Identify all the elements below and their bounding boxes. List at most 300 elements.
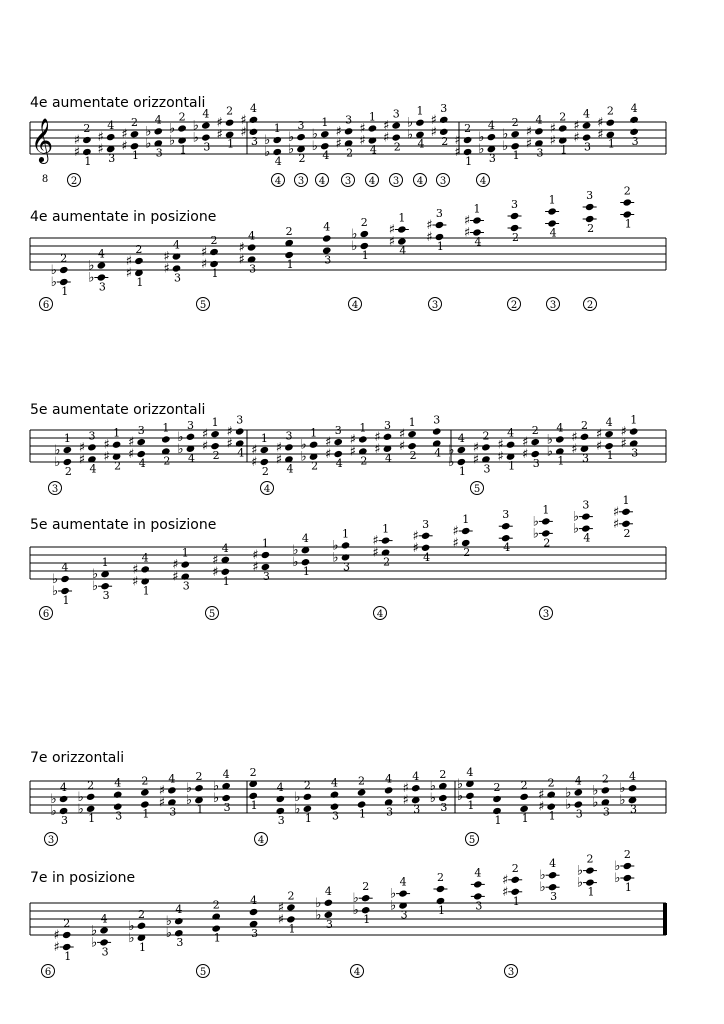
flat-sign: ♭ <box>389 898 397 914</box>
flat-sign: ♭ <box>389 886 397 902</box>
sharp-sign: ♯ <box>53 940 60 955</box>
fingering-number: 2 <box>261 465 269 478</box>
sharp-sign: ♯ <box>78 452 86 468</box>
notehead <box>247 243 257 251</box>
fingering-number: 4 <box>385 772 393 786</box>
sharp-sign: ♯ <box>212 564 219 580</box>
fingering-number: 2 <box>623 526 631 540</box>
notehead <box>546 790 556 798</box>
fingering-number: 1 <box>261 537 269 550</box>
notehead <box>186 433 196 441</box>
fingering-number: 4 <box>384 451 392 465</box>
flat-sign: ♭ <box>50 275 57 290</box>
sharp-sign: ♯ <box>53 928 60 943</box>
fingering-number: 3 <box>383 418 391 432</box>
fingering-number: 4 <box>60 781 68 794</box>
string-number: 5 <box>468 835 476 846</box>
fingering-number: 1 <box>382 522 390 536</box>
fingering-number: 3 <box>324 253 332 267</box>
fingering-number: 1 <box>342 527 349 541</box>
notehead <box>629 427 639 435</box>
notehead <box>249 116 259 124</box>
sharp-sign: ♯ <box>472 452 480 468</box>
flat-sign: ♭ <box>88 270 95 286</box>
sharp-sign: ♯ <box>78 440 86 456</box>
fingering-number: 4 <box>549 857 557 871</box>
string-number: 3 <box>392 176 400 187</box>
fingering-number: 2 <box>298 152 306 166</box>
sharp-sign: ♯ <box>238 240 245 256</box>
notehead <box>225 119 235 127</box>
notehead <box>303 793 313 801</box>
notehead <box>384 786 394 794</box>
sharp-sign: ♯ <box>359 121 366 137</box>
flat-sign: ♭ <box>50 804 57 819</box>
fingering-number: 3 <box>532 457 540 471</box>
notehead <box>136 438 146 446</box>
notehead <box>153 127 163 135</box>
sharp-sign: ♯ <box>277 912 285 928</box>
flat-sign: ♭ <box>168 121 176 137</box>
fingering-number: 1 <box>359 807 367 821</box>
fingering-number: 4 <box>89 462 97 476</box>
sharp-sign: ♯ <box>573 130 580 146</box>
fingering-number: 3 <box>584 140 592 154</box>
string-number: 4 <box>416 176 424 187</box>
fingering-number: 4 <box>605 416 613 430</box>
fingering-number: 3 <box>101 945 109 959</box>
sharp-sign: ♯ <box>251 455 258 470</box>
fingering-number: 4 <box>322 149 330 163</box>
flat-sign: ♭ <box>50 263 57 278</box>
sharp-sign: ♯ <box>103 437 110 453</box>
flat-sign: ♭ <box>429 791 436 807</box>
flat-sign: ♭ <box>546 432 553 448</box>
string-number: 3 <box>297 176 305 187</box>
flat-sign: ♭ <box>300 449 307 465</box>
notehead <box>59 795 69 803</box>
fingering-number: 1 <box>548 193 556 207</box>
notehead <box>519 793 529 801</box>
notehead <box>97 261 107 269</box>
notehead <box>275 795 285 803</box>
section-title-4e-posizione: 4e aumentate in posizione <box>30 209 217 225</box>
fingering-number: 2 <box>130 116 138 130</box>
fingering-number: 1 <box>557 454 565 468</box>
fingering-number: 3 <box>115 809 123 823</box>
sharp-sign: ♯ <box>430 112 437 128</box>
fingering-number: 1 <box>398 211 406 225</box>
string-number: 3 <box>431 300 439 311</box>
notehead <box>87 443 97 451</box>
fingering-number: 3 <box>345 113 353 127</box>
sharp-sign: ♯ <box>612 516 620 532</box>
notehead <box>555 435 565 443</box>
fingering-number: 2 <box>87 778 95 792</box>
notehead <box>63 446 73 454</box>
flat-sign: ♭ <box>332 550 339 566</box>
fingering-number: 1 <box>437 904 445 917</box>
sharp-sign: ♯ <box>612 504 620 520</box>
string-number: 3 <box>344 176 352 187</box>
fingering-number: 2 <box>601 772 609 786</box>
fingering-number: 3 <box>475 899 483 913</box>
fingering-number: 4 <box>323 220 331 234</box>
fingering-number: 1 <box>273 122 281 135</box>
fingering-number: 1 <box>179 143 187 157</box>
fingering-number: 2 <box>436 871 444 884</box>
string-number: 3 <box>507 967 515 978</box>
notehead <box>130 130 140 138</box>
flat-sign: ♭ <box>292 543 299 559</box>
fingering-number: 1 <box>288 922 296 936</box>
sharp-sign: ♯ <box>325 447 332 463</box>
fingering-number: 4 <box>61 561 69 574</box>
sharp-sign: ♯ <box>497 437 504 453</box>
fingering-number: 4 <box>222 768 230 782</box>
sharp-sign: ♯ <box>216 127 223 143</box>
fingering-number: 4 <box>628 770 636 784</box>
fingering-number: 3 <box>586 189 594 202</box>
fingering-number: 2 <box>60 252 68 265</box>
fingering-number: 3 <box>262 570 270 583</box>
fingering-number: 4 <box>412 770 420 784</box>
fingering-number: 1 <box>473 202 481 216</box>
fingering-number: 2 <box>409 449 417 463</box>
fingering-number: 3 <box>343 560 350 574</box>
fingering-number: 3 <box>251 927 259 940</box>
fingering-number: 2 <box>520 778 528 792</box>
notehead <box>457 446 467 454</box>
fingering-number: 3 <box>386 805 394 819</box>
sharp-sign: ♯ <box>275 440 283 456</box>
fingering-number: 1 <box>211 267 219 280</box>
fingering-number: 4 <box>138 457 146 471</box>
fingering-number: 1 <box>512 149 520 163</box>
sharp-sign: ♯ <box>452 536 459 551</box>
sharp-sign: ♯ <box>226 424 233 440</box>
fingering-number: 4 <box>202 107 210 121</box>
sharp-sign: ♯ <box>454 133 461 148</box>
sharp-sign: ♯ <box>573 118 580 134</box>
flat-sign: ♭ <box>572 509 579 525</box>
fingering-number: 2 <box>114 459 122 473</box>
treble-clef: 𝄞 <box>30 118 54 162</box>
sharp-sign: ♯ <box>128 447 135 463</box>
fingering-number: 1 <box>542 503 550 517</box>
fingering-number: 1 <box>436 240 444 253</box>
sharp-sign: ♯ <box>372 533 379 549</box>
fingering-number: 2 <box>63 917 71 930</box>
sharp-sign: ♯ <box>463 213 471 229</box>
flat-sign: ♭ <box>352 903 359 919</box>
notehead <box>573 788 583 796</box>
fingering-number: 1 <box>361 249 369 262</box>
flat-sign: ♭ <box>145 136 152 152</box>
flat-sign: ♭ <box>287 142 295 158</box>
string-number: 3 <box>439 176 447 187</box>
fingering-number: 4 <box>274 155 282 168</box>
fingering-number: 3 <box>440 101 448 115</box>
sharp-sign: ♯ <box>620 424 627 440</box>
fingering-number: 1 <box>512 894 520 908</box>
fingering-number: 1 <box>304 811 312 825</box>
section-title-5e-posizione: 5e aumentate in posizione <box>30 517 217 533</box>
sharp-sign: ♯ <box>121 139 128 155</box>
notehead <box>629 116 639 124</box>
fingering-number: 2 <box>587 222 595 235</box>
sharp-sign: ♯ <box>372 545 379 561</box>
string-number: 2 <box>586 300 594 311</box>
fingering-number: 1 <box>465 155 473 168</box>
flat-sign: ♭ <box>264 133 271 148</box>
sharp-sign: ♯ <box>620 436 627 452</box>
clef-octave-mark: 8 <box>41 174 49 185</box>
fingering-number: 2 <box>360 454 368 468</box>
fingering-number: 1 <box>227 137 235 151</box>
sharp-sign: ♯ <box>359 133 366 149</box>
notehead <box>260 446 270 454</box>
sharp-sign: ♯ <box>216 115 223 131</box>
flat-sign: ♭ <box>90 935 98 951</box>
fingering-number: 2 <box>358 774 366 788</box>
fingering-number: 3 <box>98 280 106 294</box>
fingering-number: 4 <box>97 247 105 261</box>
flat-sign: ♭ <box>311 139 318 155</box>
fingering-number: 4 <box>423 550 431 564</box>
fingering-number: 4 <box>107 119 115 133</box>
flat-sign: ♭ <box>128 930 135 946</box>
fingering-number: 3 <box>203 140 211 154</box>
notehead <box>558 124 568 132</box>
sharp-sign: ♯ <box>426 230 433 245</box>
fingering-number: 2 <box>178 110 186 124</box>
flat-sign: ♭ <box>192 130 199 146</box>
fingering-number: 4 <box>286 462 294 476</box>
sharp-sign: ♯ <box>349 432 356 448</box>
fingering-number: 4 <box>574 774 582 788</box>
notehead <box>167 786 177 794</box>
fingering-number: 2 <box>346 146 354 160</box>
fingering-number: 4 <box>172 238 180 252</box>
sharp-sign: ♯ <box>388 234 395 250</box>
fingering-number: 2 <box>362 880 370 894</box>
notehead <box>60 575 70 583</box>
fingering-number: 4 <box>507 426 515 440</box>
sharp-sign: ♯ <box>97 130 104 146</box>
fingering-number: 4 <box>141 551 149 565</box>
fingering-number: 3 <box>61 814 69 827</box>
flat-sign: ♭ <box>213 791 220 807</box>
sharp-sign: ♯ <box>571 441 578 457</box>
sharp-sign: ♯ <box>128 435 135 451</box>
notehead <box>210 430 220 438</box>
sharp-sign: ♯ <box>538 799 545 815</box>
flat-sign: ♭ <box>213 779 220 795</box>
fingering-number: 1 <box>548 809 556 823</box>
flat-sign: ♭ <box>50 792 57 807</box>
section-title-5e-orizzontali: 5e aumentate orizzontali <box>30 402 206 418</box>
fingering-number: 4 <box>466 765 474 779</box>
sharp-sign: ♯ <box>238 252 245 268</box>
fingering-number: 2 <box>360 216 368 229</box>
fingering-number: 2 <box>511 116 519 130</box>
fingering-number: 1 <box>368 110 376 124</box>
flat-sign: ♭ <box>88 258 95 274</box>
sharp-sign: ♯ <box>335 124 342 140</box>
sharp-sign: ♯ <box>158 783 166 799</box>
fingering-number: 1 <box>408 416 416 430</box>
fingering-number: 3 <box>440 801 448 815</box>
flat-sign: ♭ <box>546 444 553 460</box>
notehead <box>580 433 590 441</box>
notehead <box>506 441 516 449</box>
fingering-number: 1 <box>286 258 294 271</box>
notehead <box>62 931 72 939</box>
flat-sign: ♭ <box>502 139 509 155</box>
flat-sign: ♭ <box>406 115 414 131</box>
fingering-number: 4 <box>583 531 591 545</box>
flat-sign: ♭ <box>614 871 621 886</box>
string-number: 5 <box>199 300 207 311</box>
fingering-number: 4 <box>434 446 442 460</box>
fingering-number: 3 <box>550 890 558 904</box>
flat-sign: ♭ <box>177 441 184 457</box>
fingering-number: 1 <box>136 276 144 289</box>
sharp-sign: ♯ <box>349 444 356 460</box>
sharp-sign: ♯ <box>383 118 390 134</box>
fingering-number: 1 <box>630 413 638 427</box>
fingering-number: 3 <box>223 801 231 815</box>
flat-sign: ♭ <box>77 801 84 817</box>
fingering-number: 1 <box>181 546 189 560</box>
string-number: 2 <box>510 300 518 311</box>
fingering-number: 1 <box>622 493 630 507</box>
flat-sign: ♭ <box>315 895 322 911</box>
sharp-sign: ♯ <box>497 449 504 465</box>
flat-sign: ♭ <box>287 130 295 146</box>
flat-sign: ♭ <box>92 567 99 583</box>
fingering-number: 1 <box>624 881 632 894</box>
sharp-sign: ♯ <box>132 574 139 590</box>
fingering-number: 2 <box>393 140 401 154</box>
notehead <box>368 124 378 132</box>
flat-sign: ♭ <box>168 133 176 149</box>
notehead <box>324 899 334 907</box>
flat-sign: ♭ <box>292 555 299 571</box>
sharp-sign: ♯ <box>525 136 533 152</box>
sharp-sign: ♯ <box>103 449 110 465</box>
section-title-7e-posizione: 7e in posizione <box>30 870 136 886</box>
notehead <box>439 116 449 124</box>
sharp-sign: ♯ <box>549 133 556 149</box>
flat-sign: ♭ <box>572 521 579 537</box>
string-number: 6 <box>42 609 50 620</box>
fingering-number: 4 <box>330 776 338 790</box>
flat-sign: ♭ <box>592 795 599 811</box>
fingering-number: 4 <box>301 532 309 546</box>
sharp-sign: ♯ <box>522 447 529 463</box>
fingering-number: 1 <box>196 803 204 817</box>
fingering-number: 3 <box>581 451 589 465</box>
notehead <box>180 560 190 568</box>
fingering-number: 3 <box>413 803 421 817</box>
notehead <box>510 130 520 138</box>
flat-sign: ♭ <box>576 875 584 891</box>
sharp-sign: ♯ <box>97 142 104 158</box>
fingering-number: 2 <box>580 418 588 432</box>
fingering-number: 3 <box>433 413 441 427</box>
flat-sign: ♭ <box>77 789 84 805</box>
notehead <box>606 119 616 127</box>
fingering-number: 3 <box>483 462 491 476</box>
string-number: 6 <box>44 967 52 978</box>
notehead <box>296 133 306 141</box>
fingering-number: 1 <box>213 931 221 945</box>
flat-sign: ♭ <box>332 538 339 554</box>
fingering-number: 1 <box>63 432 71 445</box>
string-number: 4 <box>257 835 265 846</box>
fingering-number: 4 <box>249 101 257 115</box>
flat-sign: ♭ <box>456 788 463 804</box>
notehead <box>113 790 123 798</box>
fingering-number: 2 <box>463 546 471 559</box>
fingering-number: 1 <box>142 584 150 598</box>
notehead <box>357 788 367 796</box>
fingering-number: 1 <box>138 940 146 954</box>
sharp-sign: ♯ <box>398 439 406 455</box>
flat-sign: ♭ <box>294 789 301 805</box>
notehead <box>481 443 491 451</box>
notehead <box>604 430 614 438</box>
fingering-number: 2 <box>249 765 257 779</box>
fingering-number: 3 <box>502 508 510 522</box>
fingering-number: 2 <box>493 781 501 794</box>
flat-sign: ♭ <box>165 914 172 930</box>
sharp-sign: ♯ <box>163 261 170 277</box>
sharp-sign: ♯ <box>125 254 133 269</box>
sharp-sign: ♯ <box>388 222 395 238</box>
fingering-number: 3 <box>88 429 96 443</box>
string-number: 3 <box>549 300 557 311</box>
sharp-sign: ♯ <box>522 435 529 451</box>
fingering-number: 1 <box>62 594 70 607</box>
notehead <box>59 266 69 274</box>
string-number: 4 <box>353 967 361 978</box>
notehead <box>358 435 368 443</box>
notehead <box>333 438 343 446</box>
fingering-number: 4 <box>369 143 377 157</box>
notehead <box>628 784 638 792</box>
sharp-sign: ♯ <box>335 136 342 152</box>
notehead <box>492 795 502 803</box>
fingering-number: 3 <box>236 413 244 427</box>
fingering-number: 1 <box>521 811 529 825</box>
sharp-sign: ♯ <box>158 795 166 811</box>
fingering-number: 4 <box>335 457 343 471</box>
fingering-number: 2 <box>547 776 555 790</box>
flat-sign: ♭ <box>185 781 193 797</box>
fingering-number: 2 <box>285 225 293 238</box>
fingering-number: 1 <box>359 421 367 435</box>
flat-sign: ♭ <box>351 239 358 254</box>
notehead <box>106 133 116 141</box>
fingering-number: 2 <box>623 848 631 861</box>
string-number: 5 <box>199 967 207 978</box>
notehead <box>211 912 221 920</box>
fingering-number: 2 <box>163 454 171 468</box>
fingering-number: 4 <box>549 226 557 240</box>
